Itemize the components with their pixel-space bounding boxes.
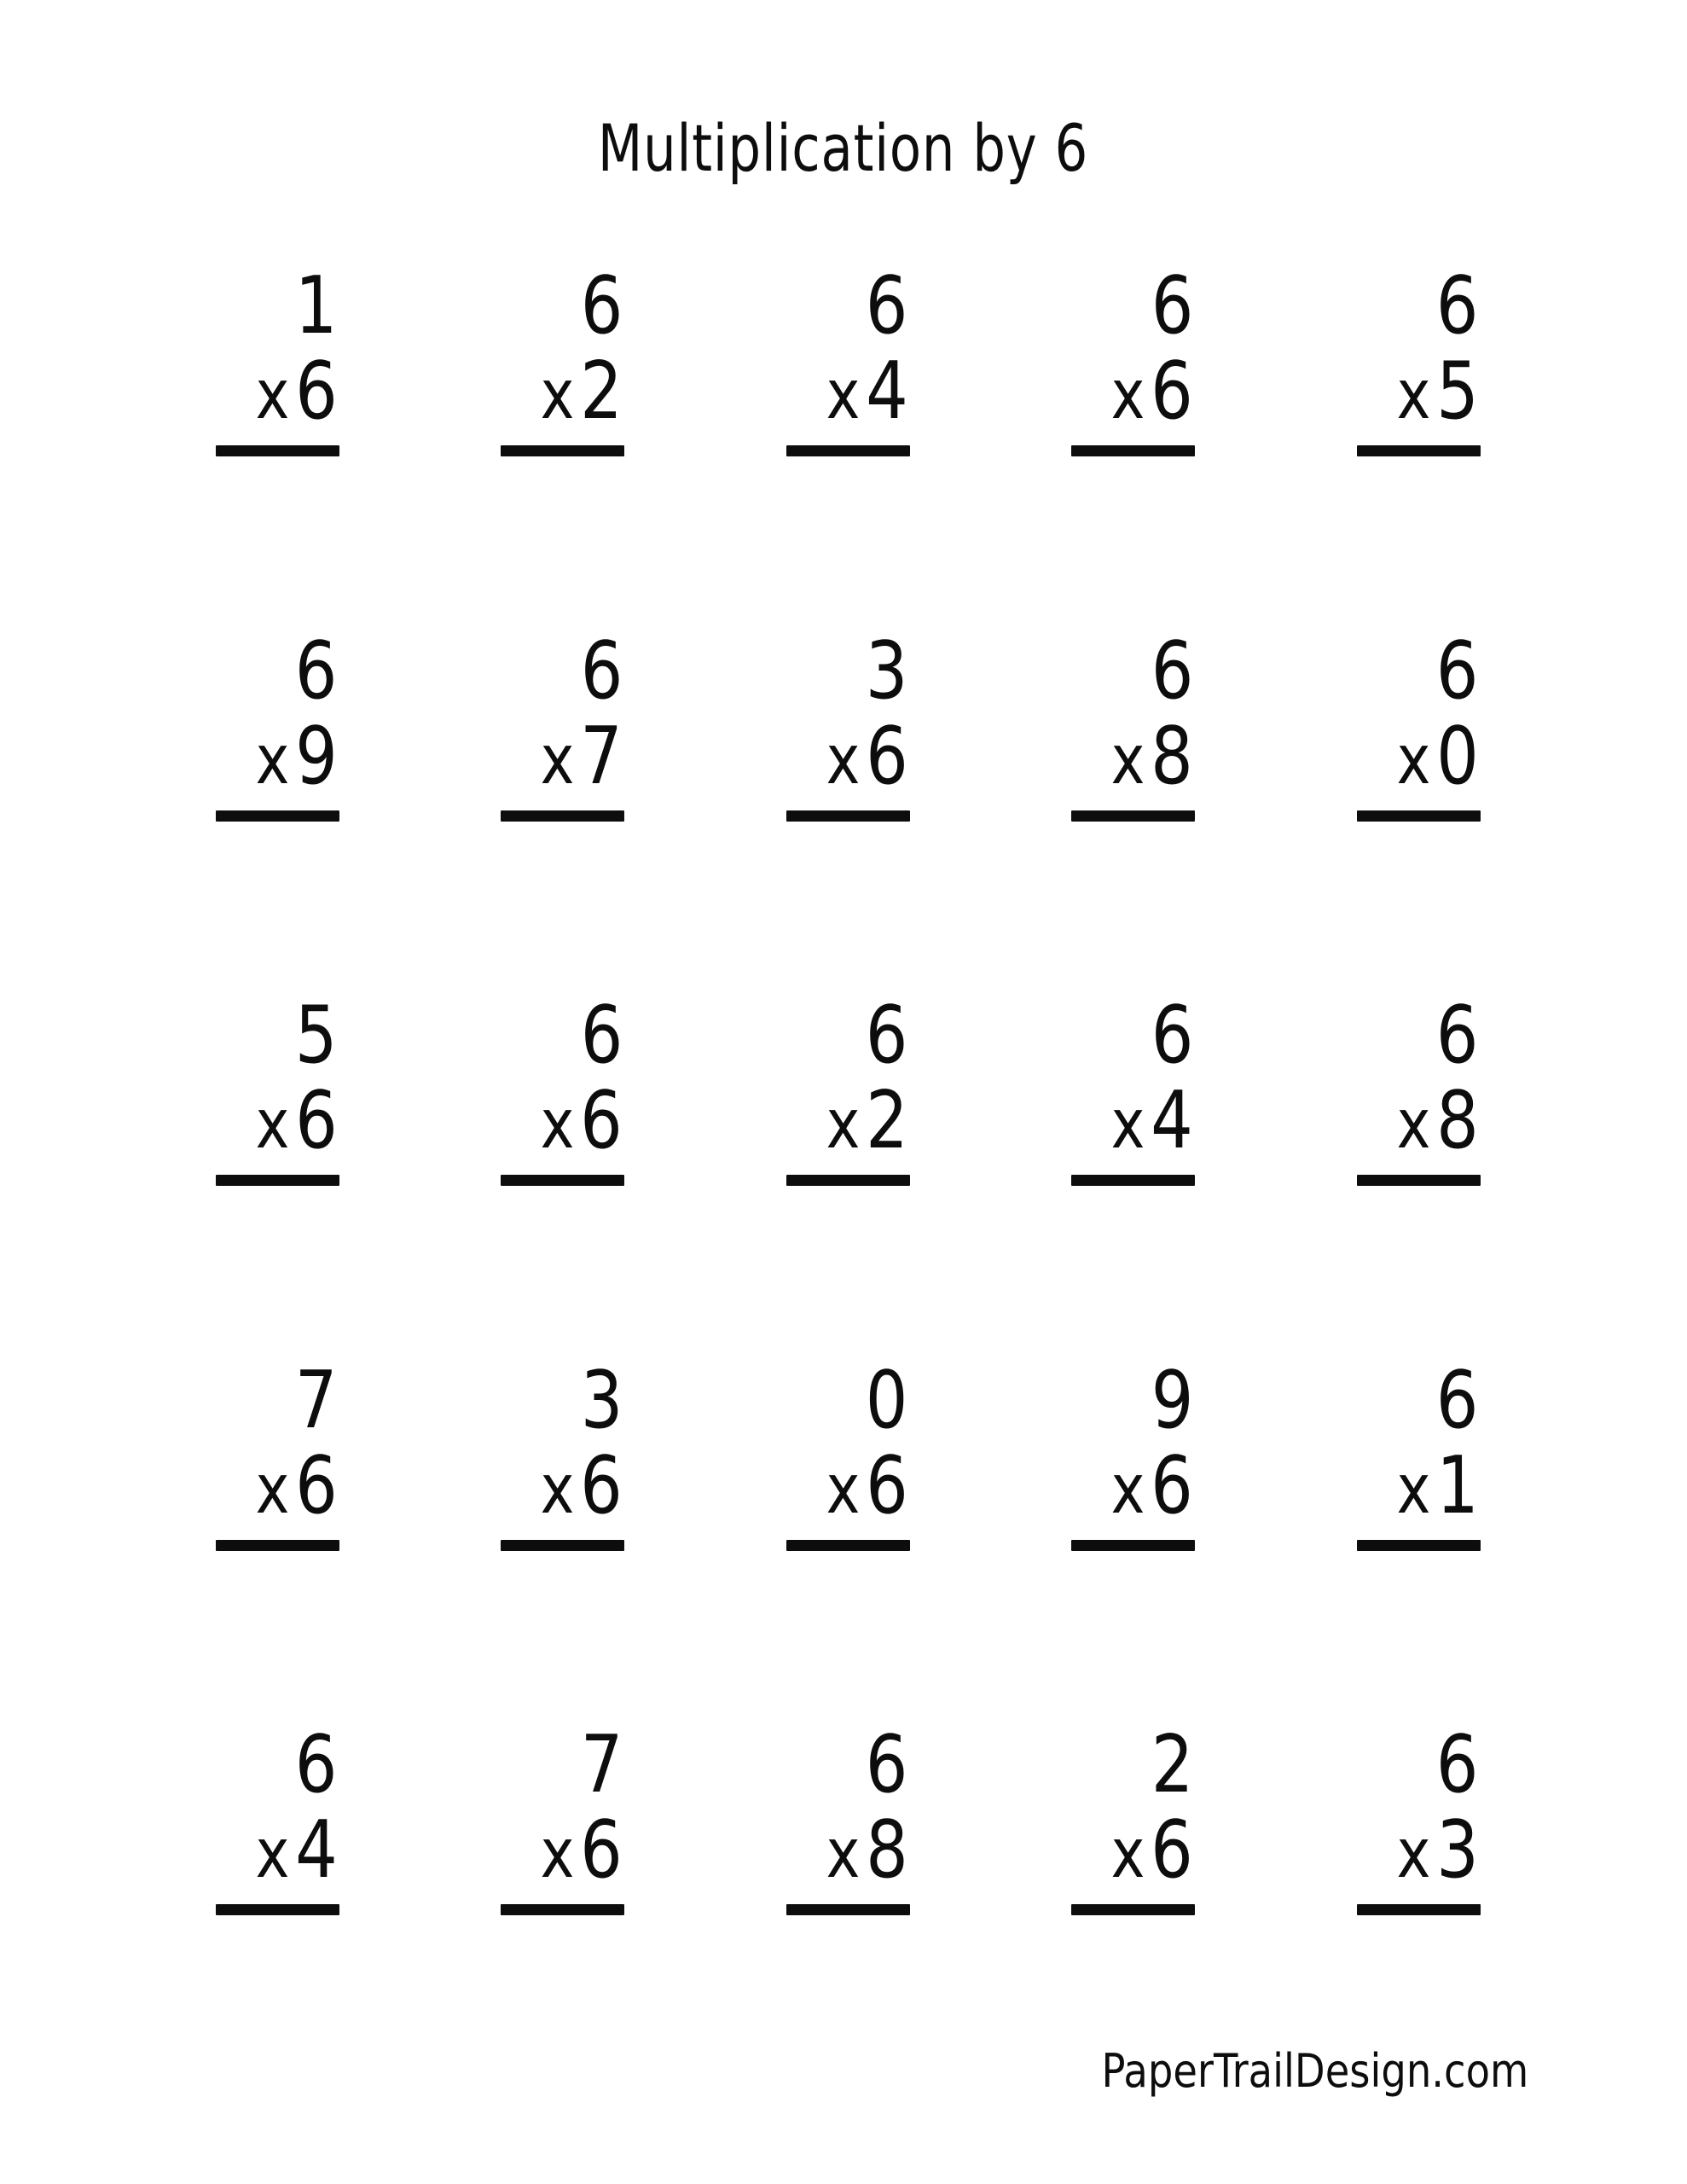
multiply-symbol: x bbox=[1396, 1084, 1433, 1164]
problem-cell bbox=[339, 624, 625, 993]
problem-cell bbox=[339, 1353, 625, 1722]
page-title bbox=[0, 110, 1687, 186]
operator-row bbox=[1111, 709, 1195, 803]
answer-line bbox=[786, 1904, 910, 1915]
multiply-symbol: x bbox=[541, 719, 577, 799]
multiply-symbol: x bbox=[255, 1084, 292, 1164]
answer-line bbox=[1357, 1904, 1481, 1915]
top-operand: 6 bbox=[866, 259, 910, 351]
bottom-operand: 6 bbox=[580, 1438, 624, 1531]
multiply-symbol: x bbox=[1396, 355, 1433, 434]
answer-line bbox=[216, 1540, 339, 1551]
multiply-symbol: x bbox=[541, 1084, 577, 1164]
problem-cell bbox=[624, 989, 910, 1357]
bottom-operand: 3 bbox=[1436, 1804, 1481, 1896]
top-operand: 6 bbox=[1151, 259, 1195, 351]
problem-cell bbox=[624, 259, 910, 628]
bottom-operand: 0 bbox=[1436, 709, 1481, 802]
operator-row bbox=[1111, 345, 1195, 438]
bottom-operand: 2 bbox=[866, 1074, 910, 1166]
answer-line bbox=[501, 1175, 624, 1186]
top-operand: 6 bbox=[1436, 259, 1481, 351]
top-operand: 6 bbox=[866, 1718, 910, 1810]
answer-line bbox=[1071, 810, 1195, 822]
answer-line bbox=[501, 1540, 624, 1551]
answer-line bbox=[1071, 1175, 1195, 1186]
multiply-symbol: x bbox=[255, 1449, 292, 1529]
operator-row bbox=[541, 709, 624, 803]
operator-row bbox=[1396, 709, 1481, 803]
multiply-symbol: x bbox=[541, 1814, 577, 1893]
bottom-operand: 6 bbox=[1151, 345, 1195, 437]
multiply-symbol: x bbox=[255, 1814, 292, 1893]
multiply-symbol: x bbox=[1111, 1814, 1147, 1893]
operator-row bbox=[1396, 1074, 1481, 1167]
answer-line bbox=[1357, 1175, 1481, 1186]
top-operand: 2 bbox=[1151, 1718, 1195, 1810]
problem-cell bbox=[624, 1718, 910, 2087]
operator-row bbox=[255, 1438, 339, 1532]
problem-cell bbox=[910, 259, 1196, 628]
top-operand: 6 bbox=[295, 1718, 339, 1810]
bottom-operand: 6 bbox=[295, 345, 339, 437]
bottom-operand: 4 bbox=[866, 345, 910, 437]
answer-line bbox=[1071, 1904, 1195, 1915]
operator-row bbox=[255, 709, 339, 803]
bottom-operand: 9 bbox=[295, 709, 339, 802]
bottom-operand: 4 bbox=[295, 1804, 339, 1896]
bottom-operand: 6 bbox=[295, 1074, 339, 1166]
multiply-symbol: x bbox=[255, 719, 292, 799]
problem-cell bbox=[910, 1353, 1196, 1722]
multiply-symbol: x bbox=[1396, 1814, 1433, 1893]
bottom-operand: 8 bbox=[866, 1804, 910, 1896]
multiply-symbol: x bbox=[1111, 719, 1147, 799]
multiply-symbol: x bbox=[1111, 1449, 1147, 1529]
top-operand: 0 bbox=[866, 1353, 910, 1446]
top-operand: 9 bbox=[1151, 1353, 1195, 1446]
problem-cell bbox=[339, 989, 625, 1357]
operator-row bbox=[1396, 1438, 1481, 1532]
bottom-operand: 6 bbox=[580, 1804, 624, 1896]
operator-row bbox=[826, 1804, 910, 1896]
answer-line bbox=[216, 810, 339, 822]
answer-line bbox=[1071, 1540, 1195, 1551]
bottom-operand: 6 bbox=[295, 1438, 339, 1531]
problem-cell bbox=[1195, 259, 1481, 628]
multiply-symbol: x bbox=[1396, 1449, 1433, 1529]
problem-cell bbox=[54, 1353, 339, 1722]
top-operand: 5 bbox=[295, 989, 339, 1081]
top-operand: 1 bbox=[295, 259, 339, 351]
operator-row bbox=[541, 1438, 624, 1532]
bottom-operand: 6 bbox=[1151, 1438, 1195, 1531]
top-operand: 6 bbox=[1436, 989, 1481, 1081]
operator-row bbox=[255, 345, 339, 438]
problem-cell bbox=[54, 259, 339, 628]
bottom-operand: 6 bbox=[1151, 1804, 1195, 1896]
operator-row bbox=[541, 1804, 624, 1896]
bottom-operand: 8 bbox=[1151, 709, 1195, 802]
top-operand: 6 bbox=[580, 259, 624, 351]
top-operand: 3 bbox=[866, 624, 910, 717]
problem-cell bbox=[54, 624, 339, 993]
problems-grid bbox=[54, 259, 1481, 2087]
top-operand: 6 bbox=[1436, 1353, 1481, 1446]
top-operand: 7 bbox=[580, 1718, 624, 1810]
bottom-operand: 5 bbox=[1436, 345, 1481, 437]
multiply-symbol: x bbox=[1396, 719, 1433, 799]
bottom-operand: 8 bbox=[1436, 1074, 1481, 1166]
problem-cell bbox=[1195, 989, 1481, 1357]
problem-cell bbox=[910, 989, 1196, 1357]
multiply-symbol: x bbox=[541, 355, 577, 434]
operator-row bbox=[826, 345, 910, 438]
problem-cell bbox=[624, 1353, 910, 1722]
answer-line bbox=[216, 1904, 339, 1915]
bottom-operand: 6 bbox=[866, 1438, 910, 1531]
answer-line bbox=[1071, 445, 1195, 456]
problem-cell bbox=[624, 624, 910, 993]
operator-row bbox=[826, 709, 910, 803]
answer-line bbox=[501, 810, 624, 822]
answer-line bbox=[786, 810, 910, 822]
top-operand: 6 bbox=[1436, 624, 1481, 717]
answer-line bbox=[1357, 810, 1481, 822]
answer-line bbox=[216, 1175, 339, 1186]
multiply-symbol: x bbox=[255, 355, 292, 434]
problem-cell bbox=[1195, 624, 1481, 993]
problem-cell bbox=[54, 989, 339, 1357]
top-operand: 3 bbox=[580, 1353, 624, 1446]
top-operand: 6 bbox=[295, 624, 339, 717]
multiply-symbol: x bbox=[826, 1814, 862, 1893]
operator-row bbox=[826, 1438, 910, 1532]
bottom-operand: 6 bbox=[580, 1074, 624, 1166]
operator-row bbox=[1111, 1438, 1195, 1532]
operator-row bbox=[1111, 1074, 1195, 1167]
multiply-symbol: x bbox=[826, 355, 862, 434]
answer-line bbox=[786, 445, 910, 456]
answer-line bbox=[786, 1540, 910, 1551]
top-operand: 6 bbox=[580, 624, 624, 717]
top-operand: 7 bbox=[295, 1353, 339, 1446]
problem-cell bbox=[54, 1718, 339, 2087]
bottom-operand: 1 bbox=[1436, 1438, 1481, 1531]
top-operand: 6 bbox=[1436, 1718, 1481, 1810]
bottom-operand: 4 bbox=[1151, 1074, 1195, 1166]
answer-line bbox=[1357, 445, 1481, 456]
problem-cell bbox=[1195, 1353, 1481, 1722]
multiply-symbol: x bbox=[1111, 1084, 1147, 1164]
answer-line bbox=[1357, 1540, 1481, 1551]
bottom-operand: 7 bbox=[580, 709, 624, 802]
operator-row bbox=[541, 345, 624, 438]
page-title-text: Multiplication by 6 bbox=[598, 110, 1089, 186]
bottom-operand: 2 bbox=[580, 345, 624, 437]
top-operand: 6 bbox=[580, 989, 624, 1081]
answer-line bbox=[786, 1175, 910, 1186]
operator-row bbox=[255, 1074, 339, 1167]
problem-cell bbox=[1195, 1718, 1481, 2087]
multiply-symbol: x bbox=[1111, 355, 1147, 434]
multiply-symbol: x bbox=[541, 1449, 577, 1529]
top-operand: 6 bbox=[1151, 989, 1195, 1081]
operator-row bbox=[541, 1074, 624, 1167]
top-operand: 6 bbox=[1151, 624, 1195, 717]
operator-row bbox=[826, 1074, 910, 1167]
top-operand: 6 bbox=[866, 989, 910, 1081]
problem-cell bbox=[910, 624, 1196, 993]
problem-cell bbox=[910, 1718, 1196, 2087]
multiply-symbol: x bbox=[826, 1084, 862, 1164]
footer-credit: PaperTrailDesign.com bbox=[1101, 2044, 1528, 2098]
answer-line bbox=[216, 445, 339, 456]
operator-row bbox=[1396, 345, 1481, 438]
operator-row bbox=[1111, 1804, 1195, 1896]
answer-line bbox=[501, 1904, 624, 1915]
problem-cell bbox=[339, 1718, 625, 2087]
operator-row bbox=[255, 1804, 339, 1896]
answer-line bbox=[501, 445, 624, 456]
operator-row bbox=[1396, 1804, 1481, 1896]
problem-cell bbox=[339, 259, 625, 628]
multiply-symbol: x bbox=[826, 1449, 862, 1529]
bottom-operand: 6 bbox=[866, 709, 910, 802]
multiply-symbol: x bbox=[826, 719, 862, 799]
